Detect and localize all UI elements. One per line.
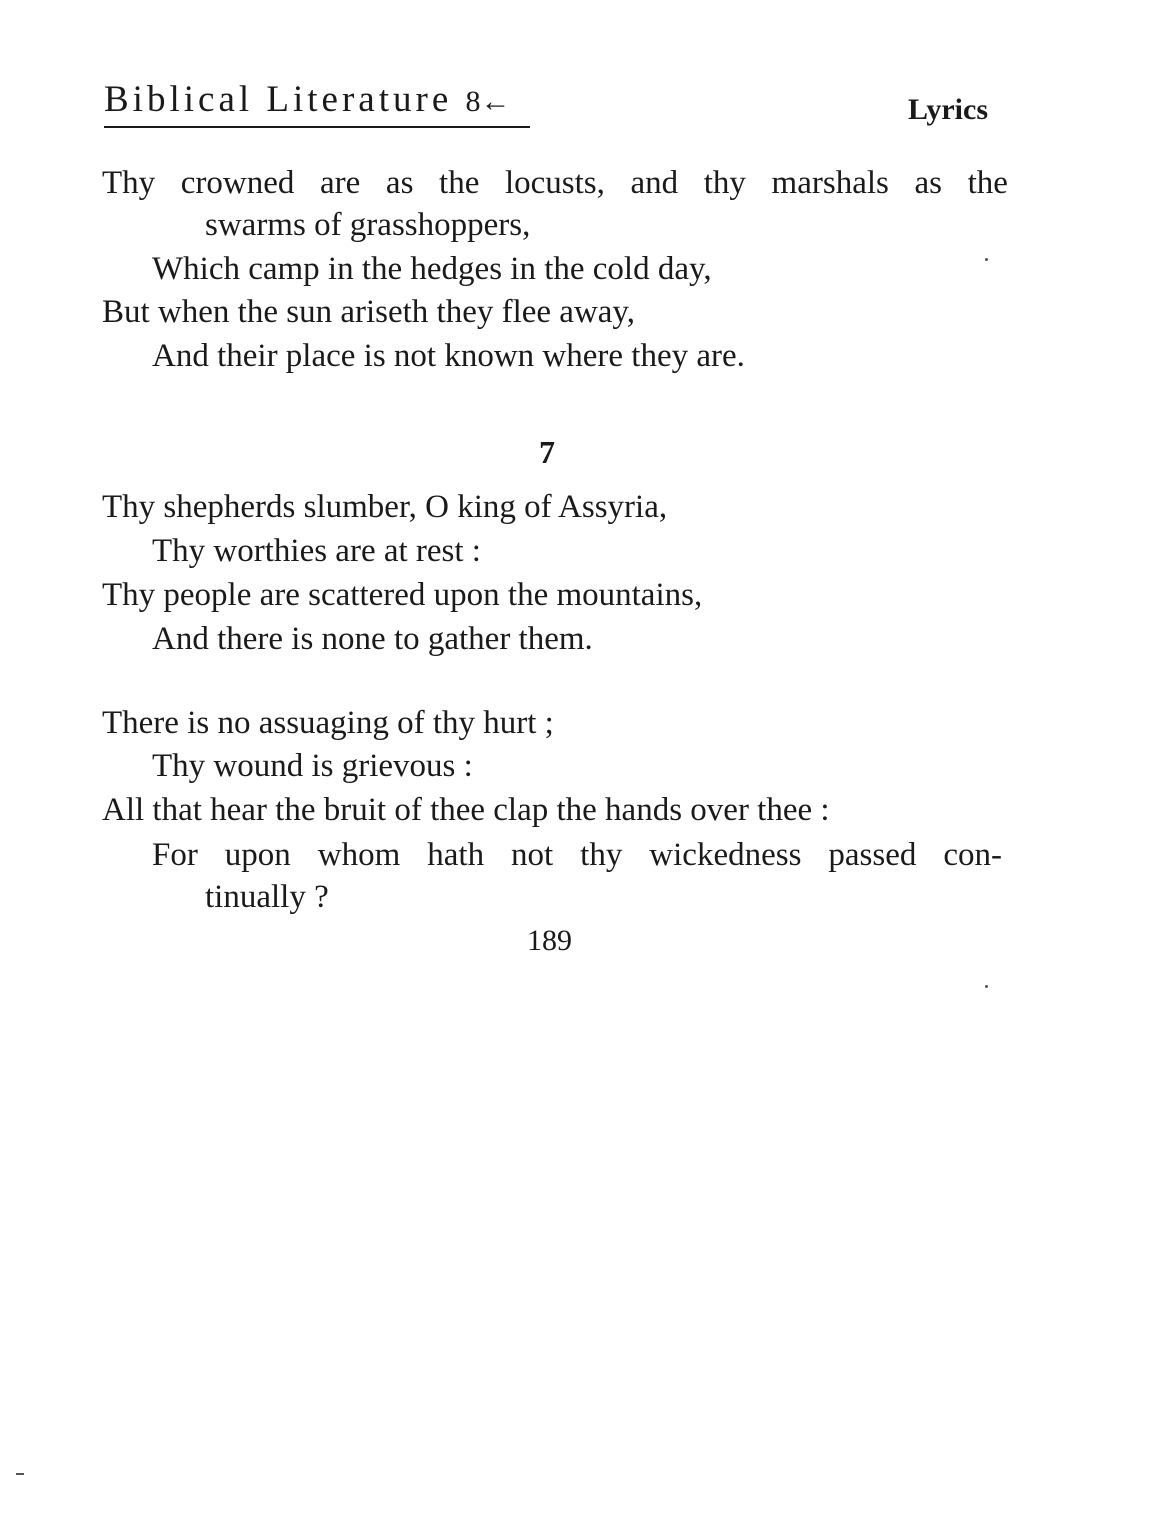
verse-word: the: [967, 165, 1008, 201]
verse-line: And there is none to gather them.: [152, 621, 593, 657]
scan-speck: [985, 985, 988, 988]
verse-line: And their place is not known where they are.: [152, 338, 745, 374]
verse-word: crowned: [180, 165, 295, 201]
running-head-title: [104, 78, 511, 124]
section-number: 7: [539, 434, 555, 470]
verse-word: as: [385, 165, 414, 201]
verse-word: as: [914, 165, 942, 201]
verse-line-justified: [102, 163, 1008, 203]
verse-line-justified: For upon whom hath not thy wickedness passed con-: [152, 837, 1002, 873]
verse-line: Thy wound is grievous :: [152, 748, 473, 784]
verse-line: Which camp in the hedges in the cold day,: [152, 251, 712, 287]
verse-word: are: [320, 165, 361, 201]
verse-line: Thy shepherds slumber, O king of Assyria,: [102, 489, 668, 525]
verse-word: the: [439, 165, 480, 201]
verse-word: locusts,: [504, 165, 605, 201]
verse-word: Thy: [102, 165, 156, 201]
verse-line: Thy people are scattered upon the mountains,: [102, 577, 703, 613]
verse-line: But when the sun ariseth they flee away,: [102, 294, 636, 330]
verse-line: Thy worthies are at rest :: [152, 533, 481, 569]
running-head-section: Lyrics: [908, 93, 988, 126]
ornament-glyph: 8←: [465, 85, 511, 118]
scan-speck: [985, 258, 988, 261]
running-head-title-text: Biblical Literature: [104, 79, 453, 120]
verse-line-continuation: tinually ?: [205, 879, 329, 915]
verse-line: All that hear the bruit of thee clap the hands over thee :: [102, 792, 830, 828]
page-number: 189: [527, 924, 572, 957]
scan-speck: [16, 1473, 24, 1475]
running-head-rule: [104, 126, 530, 128]
verse-word: marshals: [771, 165, 889, 201]
verse-word: and: [630, 165, 679, 201]
verse-word: thy: [703, 165, 746, 201]
verse-line-continuation: swarms of grasshoppers,: [205, 207, 531, 243]
verse-line: There is no assuaging of thy hurt ;: [102, 705, 554, 741]
